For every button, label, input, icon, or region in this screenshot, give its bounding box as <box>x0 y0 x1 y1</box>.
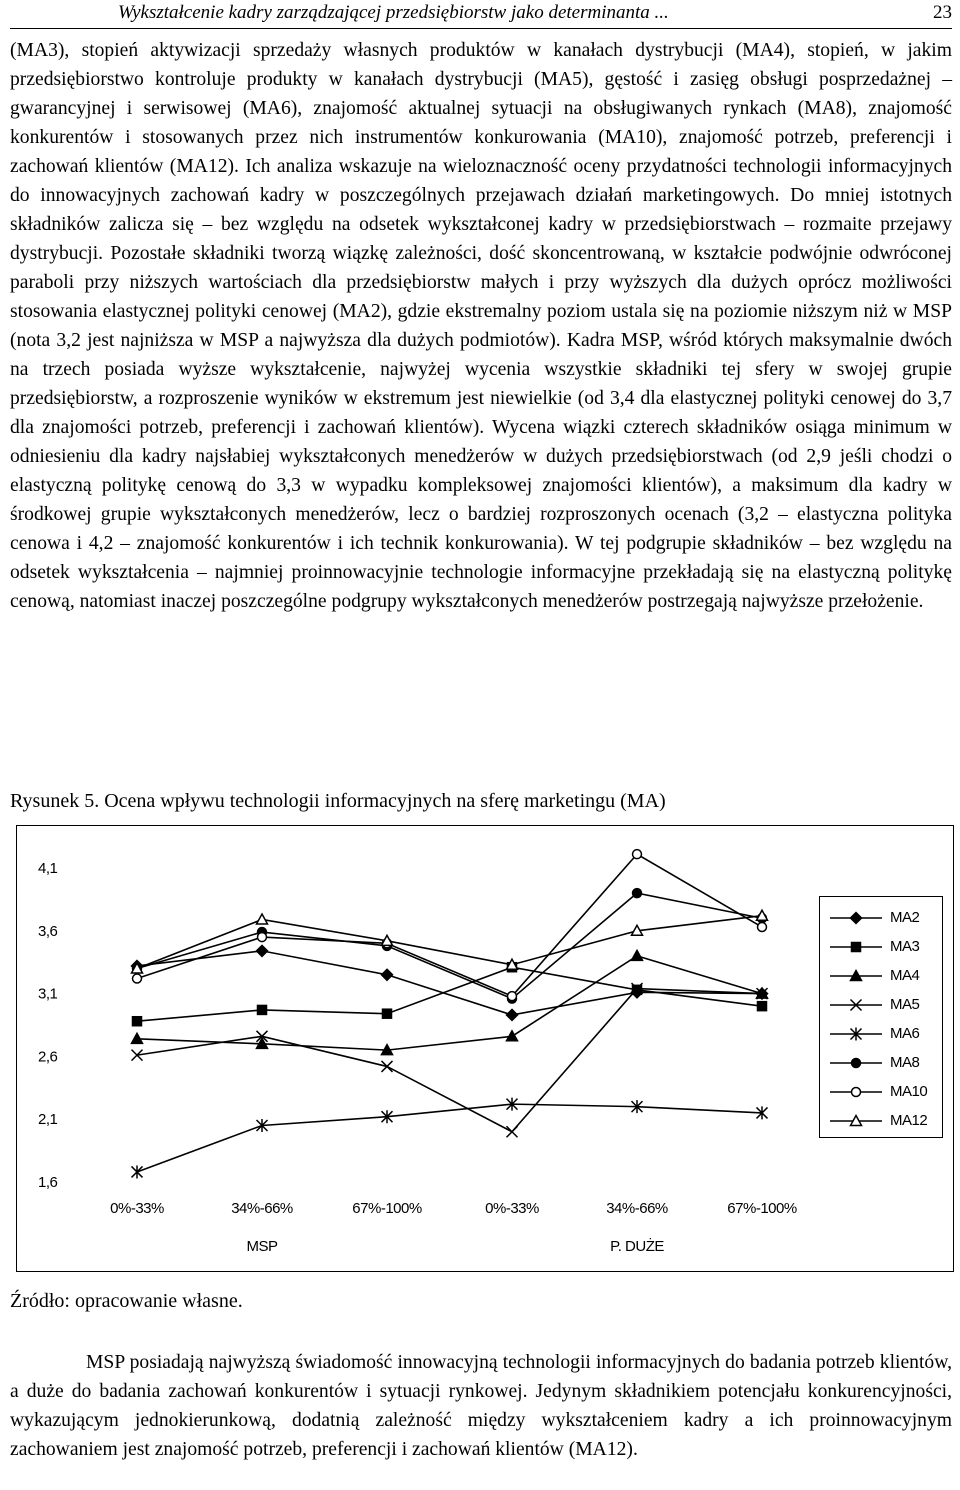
series-line <box>137 893 762 999</box>
chart-legend <box>819 896 943 1138</box>
data-point <box>382 1061 393 1072</box>
legend-swatch <box>826 1020 886 1049</box>
x-tick-label: 34%-66% <box>606 1200 668 1217</box>
legend-swatch <box>826 962 886 991</box>
legend-item <box>820 1078 942 1107</box>
data-point <box>507 1009 518 1020</box>
series-ma5 <box>132 983 768 1137</box>
data-point <box>132 1165 143 1178</box>
page-number: 23 <box>933 2 952 23</box>
x-group-label: P. DUŻE <box>610 1238 664 1255</box>
data-point <box>383 1009 392 1018</box>
body-paragraph-2: MSP posiadają najwyższą świadomość innowacyjną technologii informacyjnych do badania potrzeb klientów, a duże do badania zachowań konkurentów i sytuacji rynkowej. Jedynym składnikiem potencjału konkurencyjności, wykazującym jednokierunkową, dodatnią zależność między wykształceniem kadry a ich proinnowacyjnym zachowaniem jest znajomość potrzeb, preferencji i zachowań klientów (MA12). <box>10 1352 952 1460</box>
series-ma10 <box>133 850 767 1001</box>
data-point <box>758 1002 767 1011</box>
legend-item <box>820 1020 942 1049</box>
legend-item <box>820 933 942 962</box>
legend-label: MA12 <box>890 1112 928 1129</box>
figure-caption: Rysunek 5. Ocena wpływu technologii informacyjnych na sferę marketingu (MA) <box>10 790 666 812</box>
data-point <box>632 950 643 960</box>
legend-swatch-marker <box>852 1059 861 1068</box>
series-ma4 <box>132 950 768 1054</box>
running-header-title: Wykształcenie kadry zarządzającej przedsiębiorstw jako determinanta ... <box>118 2 669 23</box>
legend-label: MA2 <box>890 909 920 926</box>
series-ma2 <box>132 945 768 1020</box>
legend-label: MA3 <box>890 938 920 955</box>
data-point <box>507 1031 518 1041</box>
data-point <box>382 969 393 980</box>
data-point <box>508 992 517 1001</box>
series-ma6 <box>132 1098 768 1179</box>
series-line <box>137 1104 762 1172</box>
legend-swatch <box>826 1107 886 1136</box>
legend-swatch <box>826 933 886 962</box>
data-point <box>133 1017 142 1026</box>
x-tick-label: 67%-100% <box>352 1200 422 1217</box>
x-tick-label: 0%-33% <box>485 1200 539 1217</box>
y-tick-label: 1,6 <box>38 1174 58 1191</box>
data-point <box>257 914 268 924</box>
data-point <box>257 945 268 956</box>
legend-label: MA8 <box>890 1054 920 1071</box>
data-point <box>258 1005 267 1014</box>
legend-label: MA5 <box>890 996 920 1013</box>
series-line <box>137 951 762 1015</box>
legend-swatch <box>826 1049 886 1078</box>
legend-swatch-marker <box>852 1088 861 1097</box>
series-line <box>137 916 762 969</box>
legend-item <box>820 991 942 1020</box>
figure-source: Źródło: opracowanie własne. <box>10 1290 243 1312</box>
x-tick-label: 34%-66% <box>231 1200 293 1217</box>
legend-swatch <box>826 1078 886 1107</box>
data-point <box>758 923 767 932</box>
series-ma8 <box>133 889 767 1004</box>
legend-item <box>820 1049 942 1078</box>
legend-swatch-marker <box>851 913 862 924</box>
data-point <box>633 889 642 898</box>
data-point <box>507 1126 518 1137</box>
y-tick-label: 2,1 <box>38 1111 58 1129</box>
y-tick-label: 2,6 <box>38 1048 58 1066</box>
series-line <box>137 854 762 996</box>
y-tick-label: 4,1 <box>38 860 58 877</box>
legend-label: MA4 <box>890 967 920 984</box>
legend-item <box>820 904 942 933</box>
legend-item <box>820 962 942 991</box>
x-tick-label: 0%-33% <box>110 1200 164 1217</box>
x-tick-label: 67%-100% <box>727 1200 797 1217</box>
legend-swatch <box>826 904 886 933</box>
body-paragraph: (MA3), stopień aktywizacji sprzedaży własnych produktów w kanałach dystrybucji (MA4), stopień, w jakim przedsiębiorstwo kontroluje produkty w kanałach dystrybucji (MA5), gęstość i zasięg obsługi posprzedażnej – gwarancyjnej i serwisowej (MA6), znajomość aktualnej sytuacji na obsługiwanych rynkach (MA8), znajomość konkurentów i stosowanych przez nich instrumentów konkurowania (MA10), znajomość potrzeb, preferencji i zachowań klientów (MA12). Ich analiza wskazuje na wieloznaczność oceny przydatności technologii informacyjnych do innowacyjnych zachowań kadry w poszczególnych przejawach działań marketingowych. Do mniej istotnych składników zalicza się – bez względu na odsetek wykształconej kadry w przedsiębiorstwach – rozmaite przejawy dystrybucji. Pozostałe składniki tworzą wiązkę zależności, dość skoncentrowaną, w kształcie podwójnie odwróconej paraboli przy niższych wartościach dla przedsiębiorstw małych i przy wyższych dla dużych oprócz możliwości stosowania elastycznej polityki cenowej (MA2), gdzie ekstremalny poziom ustala się na poziomie niższym niż w MSP (nota 3,2 jest najniższa w MSP a najwyższa dla dużych podmiotów). Kadra MSP, wśród których maksymalnie dwóch na trzech posiada wyższe wykształcenie, najwyżej wycenia wszystkie składniki tej sfery w swojej grupie przedsiębiorstw, a rozproszenie wyników w ekstremum jest niewielkie (od 3,4 dla elastycznej polityki cenowej do 3,7 dla znajomości potrzeb, preferencji i zachowań klientów). Wycena wiązki czterech składników osiąga minimum w odniesieniu dla kadry najsłabiej wykształconych menedżerów w dużych przedsiębiorstwach (od 2,9 jeśli chodzi o elastyczną politykę cenową do 3,3 w wypadku kompleksowej znajomości klientów), a maksimum dla kadry w środkowej grupie wykształconych menedżerów, lecz o bardziej rozproszonych ocenach (3,2 – elastyczna polityka cenowa i 4,2 – znajomość konkurentów i ich technik konkurowania). W tej podgrupie składników – bez względu na odsetek wykształcenia – najmniej proinnowacyjnie technologie informacyjne przekładają się na elastyczną politykę cenową, natomiast inaczej poszczególne podgrupy wykształconych menedżerów postrzegają najwyższe przełożenie. <box>10 40 952 612</box>
x-group-label: MSP <box>246 1238 278 1255</box>
legend-label: MA10 <box>890 1083 928 1100</box>
legend-label: MA6 <box>890 1025 920 1042</box>
legend-item <box>820 1107 942 1136</box>
data-point <box>258 933 267 942</box>
y-tick-label: 3,6 <box>38 922 58 940</box>
legend-swatch <box>826 991 886 1020</box>
legend-swatch-marker <box>852 943 861 952</box>
y-tick-label: 3,1 <box>38 985 58 1003</box>
data-point <box>133 974 142 983</box>
data-point <box>633 850 642 859</box>
